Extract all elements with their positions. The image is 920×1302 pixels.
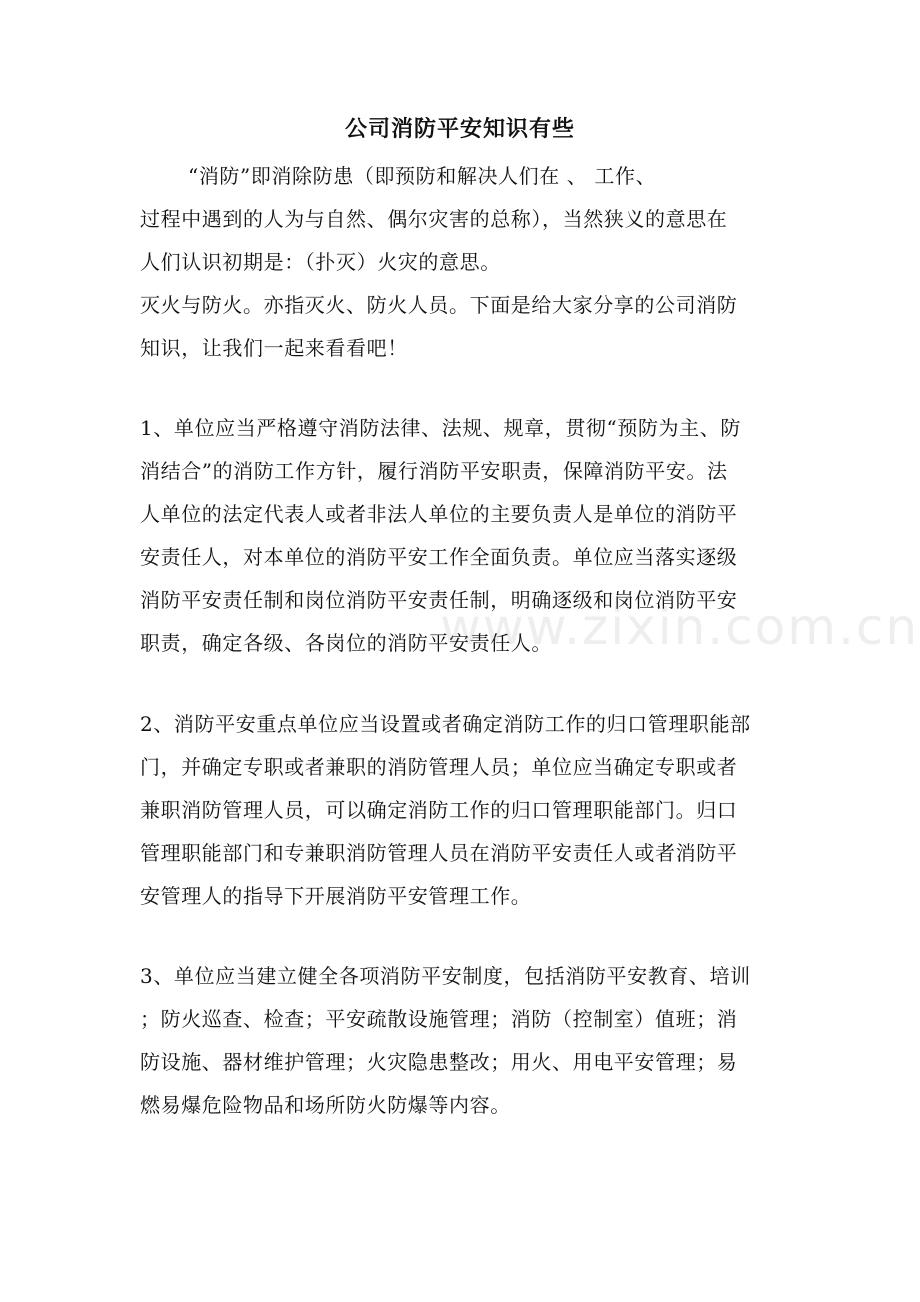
section2-line: 门，并确定专职或者兼职的消防管理人员；单位应当确定专职或者 xyxy=(140,755,738,779)
intro-line: 灭火与防火。亦指灭火、防火人员。下面是给大家分享的公司消防 xyxy=(140,293,738,317)
section1-line: 安责任人，对本单位的消防平安工作全面负责。单位应当落实逐级 xyxy=(140,545,738,569)
section3-line: 3、单位应当建立健全各项消防平安制度，包括消防平安教育、培训 xyxy=(140,964,751,988)
intro-line: 过程中遇到的人为与自然、偶尔灾害的总称），当然狭义的意思在 xyxy=(140,207,728,231)
section2-line: 安管理人的指导下开展消防平安管理工作。 xyxy=(140,884,532,908)
section1-line: 职责，确定各级、各岗位的消防平安责任人。 xyxy=(140,631,552,655)
section1-line: 1、单位应当严格遵守消防法律、法规、规章，贯彻“预防为主、防 xyxy=(140,416,741,440)
watermark: www.zixin.com.cn xyxy=(440,598,920,656)
section3-line: 防设施、器材维护管理；火灾隐患整改；用火、用电平安管理；易 xyxy=(140,1050,738,1074)
intro-line: “消防”即消除防患（即预防和解决人们在 、 工作、 xyxy=(188,164,657,188)
section1-line: 消结合”的消防工作方针，履行消防平安职责，保障消防平安。法 xyxy=(140,459,728,483)
section1-line: 人单位的法定代表人或者非法人单位的主要负责人是单位的消防平 xyxy=(140,502,738,526)
section3-line: ；防火巡查、检查；平安疏散设施管理；消防（控制室）值班；消 xyxy=(140,1007,738,1031)
intro-line: 人们认识初期是：（扑灭）火灾的意思。 xyxy=(140,250,501,274)
section2-line: 管理职能部门和专兼职消防管理人员在消防平安责任人或者消防平 xyxy=(140,841,738,865)
section2-line: 2、消防平安重点单位应当设置或者确定消防工作的归口管理职能部 xyxy=(140,712,751,736)
section3-line: 燃易爆危险物品和场所防火防爆等内容。 xyxy=(140,1093,511,1117)
section2-line: 兼职消防管理人员，可以确定消防工作的归口管理职能部门。归口 xyxy=(140,798,738,822)
section1-line: 消防平安责任制和岗位消防平安责任制，明确逐级和岗位消防平安 xyxy=(140,588,738,612)
document-title: 公司消防平安知识有些 xyxy=(344,116,575,142)
intro-line: 知识，让我们一起来看看吧！ xyxy=(140,336,408,360)
